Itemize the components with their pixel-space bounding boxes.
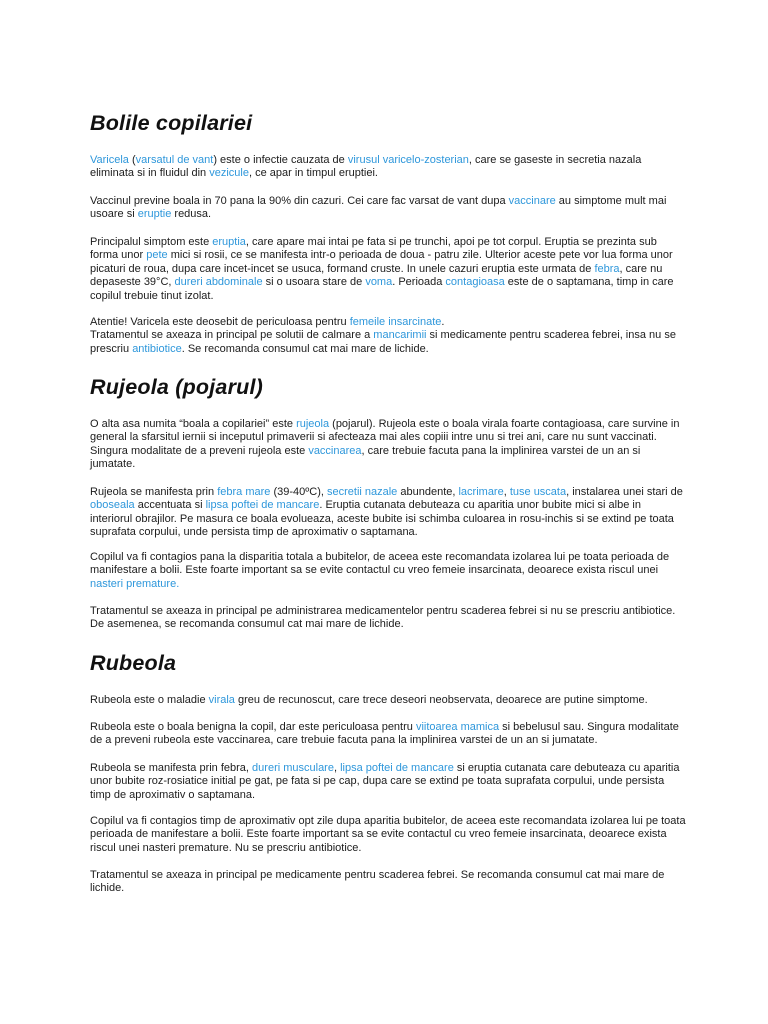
paragraph-varicela-definition (90, 154, 686, 181)
paragraph-rujeola-contagion (90, 551, 686, 591)
paragraph-rubeola-symptoms (90, 762, 686, 802)
inline-link[interactable]: Varicela (90, 154, 129, 166)
inline-link[interactable]: lacrimare (458, 486, 504, 498)
body-text: . Se recomanda consumul cat mai mare de lichide. (181, 342, 429, 355)
body-text: Rujeola se manifesta prin (90, 486, 218, 498)
inline-link[interactable]: pete (146, 249, 168, 262)
body-text: ) este o infectie cauzata de (213, 154, 348, 166)
inline-link[interactable]: virala (208, 694, 235, 706)
inline-link[interactable]: oboseala (90, 499, 135, 512)
paragraph-varicela-treatment (90, 316, 686, 356)
inline-link[interactable]: mancarimii (373, 329, 427, 342)
paragraph-rujeola-definition (90, 418, 686, 472)
paragraph-rubeola-prevention (90, 721, 686, 748)
body-text: (39-40ºC), (270, 486, 327, 498)
inline-link[interactable]: virusul varicelo-zosterian (347, 154, 469, 166)
body-text: Tratamentul se axeaza in principal pe medicamente pentru scaderea febrei. Se recomanda consumul cat mai mare de lichide. (90, 869, 665, 895)
inline-link[interactable]: femeile insarcinate (349, 316, 442, 328)
inline-link[interactable]: rujeola (296, 418, 330, 430)
body-text: Tratamentul se axeaza in principal pe solutii de calmare a (90, 329, 374, 342)
inline-link[interactable]: eruptia (212, 236, 246, 248)
paragraph-rubeola-definition (90, 694, 686, 707)
paragraph-varicela-symptoms (90, 236, 686, 303)
paragraph-varicela-vaccine (90, 195, 686, 222)
body-text: , (333, 762, 341, 774)
body-text: (pojarul). Rujeola este o boala virala foarte contagioasa, care survine in general la sfarsitul iernii si inceputul primaverii si afecteaza mai ales copiii intre unu si trei ani, care nu sunt vaccinati. Singura modalitate de a preveni rujeola este (90, 418, 680, 457)
inline-link[interactable]: nasteri premature. (90, 577, 180, 590)
body-text: Rubeola se manifesta prin febra, (90, 762, 253, 774)
body-text: mici si rosii, ce se manifesta intr-o perioada de doua - patru zile. Ulterior aceste pete vor lua forma unor picaturi de roua, dupa care incet-incet se usuca, formand cruste. In unele cazuri eruptia este urmata de (90, 249, 673, 275)
body-text: Principalul simptom este (90, 236, 213, 248)
body-text: . Perioada (392, 276, 446, 289)
body-text: , care se gaseste in secretia nazala eliminata si in fluidul din (90, 154, 642, 180)
inline-link[interactable]: voma (365, 276, 393, 289)
body-text: O alta asa numita “boala a copilariei” este (90, 418, 297, 430)
paragraph-rujeola-treatment (90, 605, 686, 632)
body-text: Copilul va fi contagios timp de aproximativ opt zile dupa aparitia bubitelor, de aceea este recomandata izolarea lui pe toata perioada de manifestare a bolii. Este foarte important sa se evite contactul cu vreo femeie insarcinata, deoarece exista riscul unei nasteri premature. Nu se prescriu antibiotice. (90, 815, 686, 854)
section-title-varicela: Bolile copilariei (90, 111, 253, 135)
inline-link[interactable]: contagioasa (445, 276, 505, 289)
inline-link[interactable]: febra mare (217, 486, 271, 498)
inline-link[interactable]: vaccinarea (308, 444, 362, 457)
body-text: au simptome mult mai usoare si (90, 195, 667, 221)
body-text: si bebelusul sau. Singura modalitate de a preveni rubeola este vaccinarea, care trebuie facuta pana la implinirea varstei de un an si jumatate. (90, 721, 679, 747)
body-text: redusa. (171, 208, 212, 221)
inline-link[interactable]: vaccinare (508, 195, 556, 207)
body-text: greu de recunoscut, care trece deseori neobservata, deoarece are putine simptome. (234, 694, 648, 706)
section-title-rujeola: Rujeola (pojarul) (90, 375, 264, 399)
inline-link[interactable]: dureri musculare (252, 762, 334, 774)
body-text: , ce apar in timpul eruptiei. (248, 167, 378, 180)
body-text: . Eruptia cutanata debuteaza cu aparitia unor bubite mici si albe in interiorul obrajilor. Pe masura ce boala evolueaza, aceste bubite isi schimba culoarea in rosu-inchis si se extind pe toata suprafata corpului, unde persista timp de aproximativ o saptamana. (90, 499, 674, 539)
paragraph-rujeola-symptoms (90, 486, 686, 540)
body-text: Tratamentul se axeaza in principal pe administrarea medicamentelor pentru scaderea febrei si nu se prescriu antibiotice. De asemenea, se recomanda consumul cat mai mare de lichide. (90, 605, 676, 631)
body-text: accentuata si (134, 499, 206, 512)
body-text: si o usoara stare de (262, 276, 366, 289)
inline-link[interactable]: viitoarea mamica (415, 721, 500, 733)
inline-link[interactable]: dureri abdominale (174, 276, 263, 289)
body-text: , (503, 486, 510, 498)
inline-link[interactable]: vezicule (209, 167, 249, 180)
paragraph-rubeola-treatment (90, 869, 686, 896)
inline-link[interactable]: lipsa poftei de mancare (340, 762, 454, 774)
inline-link[interactable]: eruptie (137, 208, 172, 221)
body-text: , care apare mai intai pe fata si pe trunchi, apoi pe tot corpul. Eruptia se prezinta sub forma unor (90, 236, 657, 262)
body-text: si eruptia cutanata care debuteaza cu aparitia unor bubite roz-rosiatice initial pe gat, pe fata si pe cap, dupa care se extind pe toata suprafata corpului, unde persista timp de aproximativ o saptamana. (90, 762, 680, 801)
inline-link[interactable]: secretii nazale (326, 486, 398, 498)
inline-link[interactable]: antibiotice (132, 342, 182, 355)
section-title-rubeola: Rubeola (90, 651, 177, 675)
body-text: , care nu depaseste 39°C, (90, 262, 663, 289)
body-text: Atentie! Varicela este deosebit de periculoasa pentru (90, 316, 350, 328)
body-text: Rubeola este o boala benigna la copil, dar este periculoasa pentru (90, 721, 416, 733)
body-text: este de o saptamana, timp in care copilul trebuie tinut izolat. (90, 276, 674, 302)
inline-link[interactable]: tuse uscata (509, 486, 567, 498)
inline-link[interactable]: lipsa poftei de mancare (205, 499, 320, 512)
paragraph-rubeola-contagion (90, 815, 686, 855)
body-text: Vaccinul previne boala in 70 pana la 90% din cazuri. Cei care fac varsat de vant dupa (90, 195, 509, 207)
body-text: abundente, (397, 486, 459, 498)
body-text: . (441, 316, 445, 328)
body-text: Copilul va fi contagios pana la disparitia totala a bubitelor, de aceea este recomandata izolarea lui pe toata perioada de manifestare a bolii. Este foarte important sa se evite contactul cu vreo femeie insarcinata, deoarece exista riscul unei (90, 551, 670, 577)
body-text: , instalarea unei stari de (566, 486, 683, 498)
body-text: ( (128, 154, 136, 166)
body-text: , care trebuie facuta pana la implinirea varstei de un an si jumatate. (90, 444, 641, 471)
body-text: si medicamente pentru scaderea febrei, insa nu se prescriu (90, 329, 676, 355)
inline-link[interactable]: febra (594, 262, 620, 275)
body-text: Rubeola este o maladie (90, 694, 209, 706)
inline-link[interactable]: varsatul de vant (135, 154, 214, 166)
